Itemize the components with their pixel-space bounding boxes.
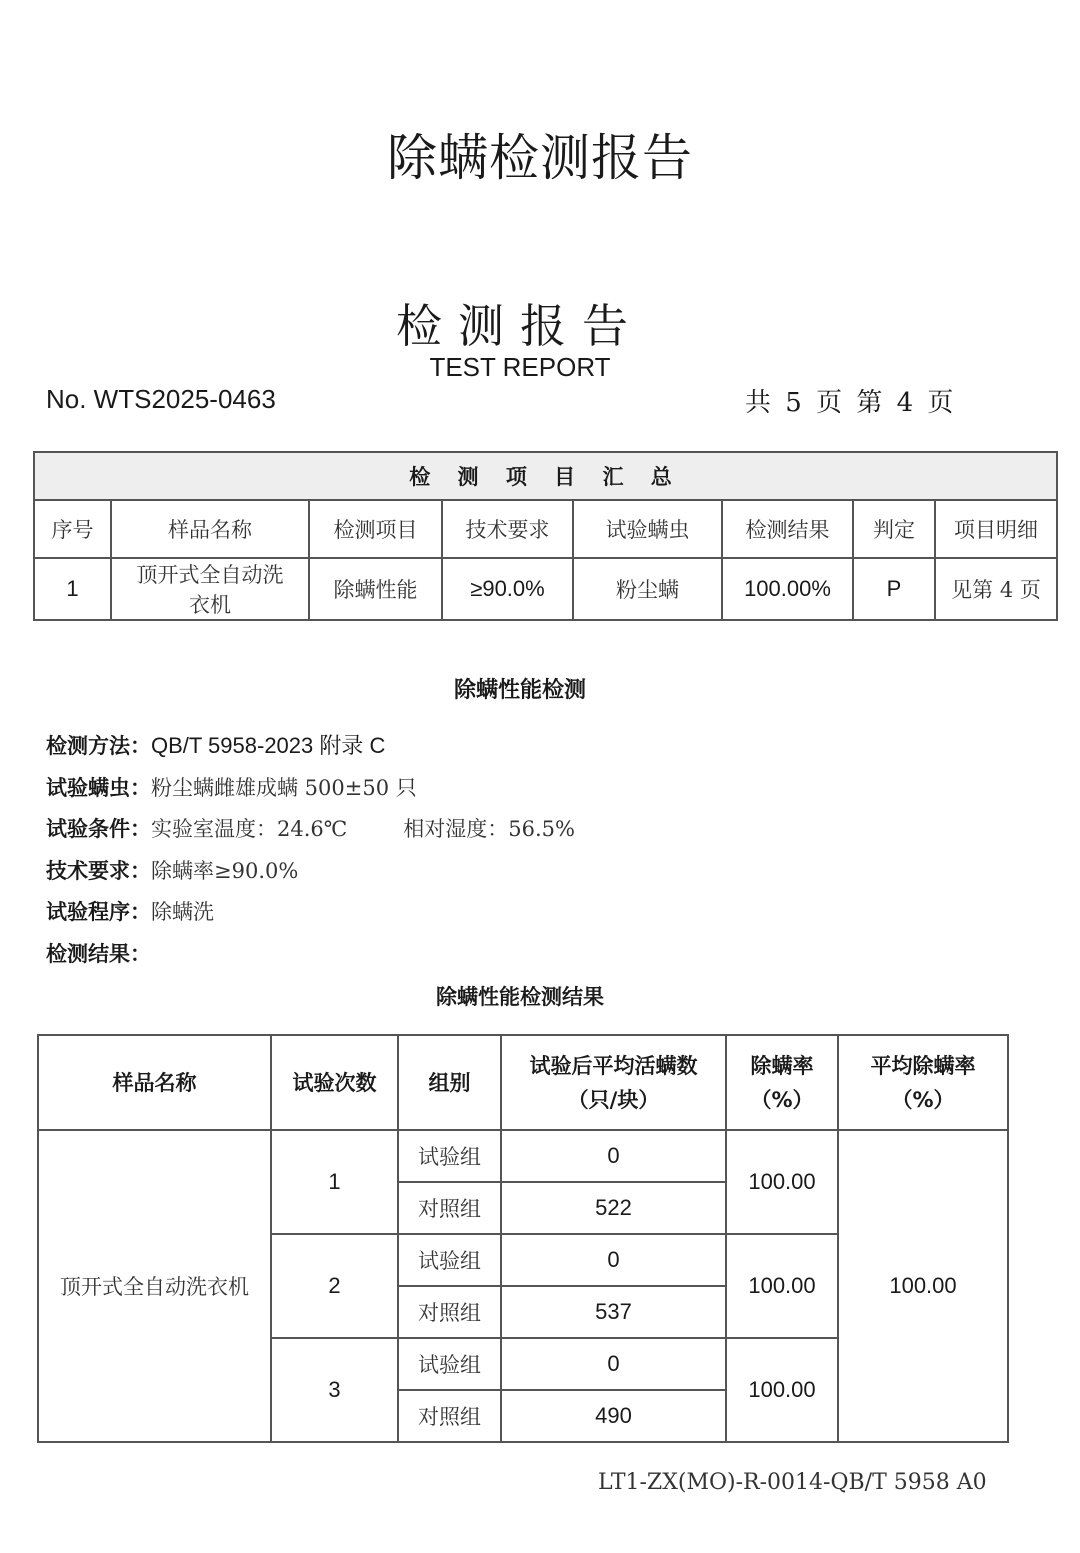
summary-table-caption: 检 测 项 目 汇 总 bbox=[34, 452, 1057, 500]
requirement-label: 技术要求： bbox=[46, 858, 151, 883]
result-label: 检测结果： bbox=[46, 941, 151, 966]
temperature-value: 实验室温度：24.6℃ bbox=[151, 817, 348, 841]
sample-name-line: 顶开式全自动洗 bbox=[136, 563, 284, 587]
page-title: 除螨检测报告 bbox=[387, 129, 693, 187]
header-line: 除螨率 bbox=[750, 1053, 814, 1078]
results-table-title: 除螨性能检测结果 bbox=[436, 985, 604, 1009]
header-sample: 样品名称 bbox=[38, 1035, 271, 1130]
live-count-cell: 0 bbox=[501, 1234, 726, 1286]
live-count-cell: 0 bbox=[501, 1338, 726, 1390]
live-count-cell: 0 bbox=[501, 1130, 726, 1182]
procedure-label: 试验程序： bbox=[46, 900, 151, 924]
trial-number-cell: 1 bbox=[271, 1130, 398, 1234]
section-title: 除螨性能检测 bbox=[453, 678, 586, 703]
header-cell: 检测结果 bbox=[722, 500, 853, 558]
detail-cell: 见第 4 页 bbox=[935, 558, 1057, 620]
header-rate bbox=[726, 1035, 838, 1130]
test-item-cell: 除螨性能 bbox=[309, 558, 442, 620]
sample-name-cell bbox=[111, 558, 309, 620]
header-cell: 技术要求 bbox=[442, 500, 573, 558]
condition-label: 试验条件： bbox=[46, 817, 151, 841]
report-number: No. WTS2025-0463 bbox=[46, 384, 276, 414]
header-line: 平均除螨率 bbox=[870, 1053, 976, 1078]
report-title: 检测报告 bbox=[396, 299, 644, 353]
header-cell: 判定 bbox=[853, 500, 935, 558]
header-line: （%） bbox=[750, 1087, 814, 1112]
live-count-cell: 522 bbox=[501, 1182, 726, 1234]
live-count-cell: 537 bbox=[501, 1286, 726, 1338]
procedure-line bbox=[46, 892, 575, 934]
rate-cell: 100.00 bbox=[726, 1338, 838, 1442]
header-cell: 样品名称 bbox=[111, 500, 309, 558]
test-info-block bbox=[46, 725, 575, 975]
method-value: QB/T 5958-2023 附录 C bbox=[151, 733, 386, 758]
footer-document-code: LT1-ZX(MO)-R-0014-QB/T 5958 A0 bbox=[598, 1470, 987, 1495]
average-rate-cell: 100.00 bbox=[838, 1130, 1008, 1442]
mite-value: 粉尘螨雌雄成螨 500±50 只 bbox=[151, 775, 417, 800]
page-count: 共 5 页 第 4 页 bbox=[745, 388, 954, 418]
trial-number-cell: 2 bbox=[271, 1234, 398, 1338]
group-cell: 试验组 bbox=[398, 1338, 501, 1390]
result-line bbox=[46, 934, 575, 976]
report-subtitle: TEST REPORT bbox=[429, 352, 611, 382]
header-line: （只/块） bbox=[567, 1087, 660, 1112]
mite-cell: 粉尘螨 bbox=[573, 558, 722, 620]
mite-line bbox=[46, 768, 575, 810]
requirement-line bbox=[46, 851, 575, 893]
sample-name-cell: 顶开式全自动洗衣机 bbox=[38, 1130, 271, 1442]
header-group: 组别 bbox=[398, 1035, 501, 1130]
condition-line bbox=[46, 809, 575, 851]
mite-label: 试验螨虫： bbox=[46, 775, 151, 800]
header-line: （%） bbox=[891, 1087, 955, 1112]
verdict-cell: P bbox=[853, 558, 935, 620]
requirement-cell: ≥90.0% bbox=[442, 558, 573, 620]
group-cell: 对照组 bbox=[398, 1286, 501, 1338]
requirement-value: 除螨率≥90.0% bbox=[151, 858, 299, 883]
method-label: 检测方法： bbox=[46, 734, 151, 758]
sample-name-line: 衣机 bbox=[189, 593, 231, 617]
group-cell: 试验组 bbox=[398, 1234, 501, 1286]
header-cell: 检测项目 bbox=[309, 500, 442, 558]
humidity-value: 相对湿度：56.5% bbox=[403, 817, 575, 841]
rate-cell: 100.00 bbox=[726, 1234, 838, 1338]
trial-number-cell: 3 bbox=[271, 1338, 398, 1442]
table-row bbox=[38, 1130, 1008, 1182]
group-cell: 对照组 bbox=[398, 1390, 501, 1442]
index-cell: 1 bbox=[34, 558, 111, 620]
header-line: 试验后平均活螨数 bbox=[529, 1053, 698, 1078]
group-cell: 对照组 bbox=[398, 1182, 501, 1234]
procedure-value: 除螨洗 bbox=[151, 900, 214, 924]
table-row bbox=[34, 558, 1057, 620]
header-cell: 项目明细 bbox=[935, 500, 1057, 558]
header-cell: 试验螨虫 bbox=[573, 500, 722, 558]
live-count-cell: 490 bbox=[501, 1390, 726, 1442]
header-cell: 序号 bbox=[34, 500, 111, 558]
method-line bbox=[46, 725, 575, 768]
summary-table bbox=[33, 451, 1058, 621]
header-avg-rate bbox=[838, 1035, 1008, 1130]
header-avg-live bbox=[501, 1035, 726, 1130]
rate-cell: 100.00 bbox=[726, 1130, 838, 1234]
header-trial: 试验次数 bbox=[271, 1035, 398, 1130]
result-cell: 100.00% bbox=[722, 558, 853, 620]
results-table bbox=[37, 1034, 1009, 1443]
group-cell: 试验组 bbox=[398, 1130, 501, 1182]
